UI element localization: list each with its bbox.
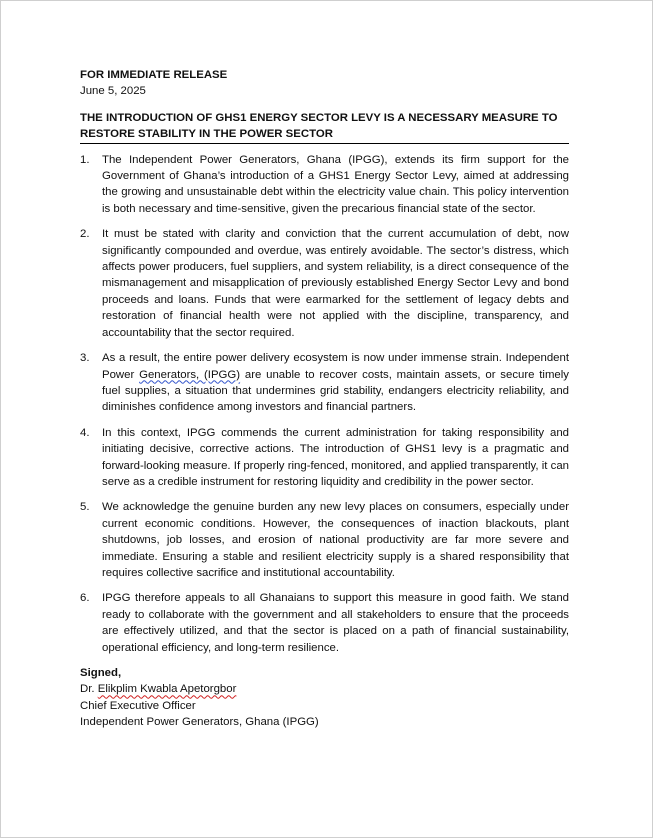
release-label: FOR IMMEDIATE RELEASE	[80, 69, 228, 81]
list-item-text: The Independent Power Generators, Ghana (IPGG), extends its firm support for the Government of Ghana’s introduction of a GHS1 Energy Sector Levy, aimed at addressing the growing and unsustainable debt within the electricity value chain. This policy intervention is both necessary and time-sensitive, given the precarious financial state of the sector.	[102, 153, 569, 215]
list-item-text: We acknowledge the genuine burden any new levy places on consumers, especially under current economic conditions. However, the consequences of inaction blackouts, plant shutdowns, job losses, and erosion of national productivity are far more severe and immediate. Ensuring a stable and resilient electricity supply is a shared responsibility that requires collective sacrifice and institutional accountability.	[102, 501, 569, 579]
spelling-flagged-name[interactable]: Elikplim Kwabla Apetorgbor	[97, 683, 237, 696]
numbered-points-list	[80, 152, 569, 656]
list-item-text: It must be stated with clarity and conviction that the current accumulation of debt, now significantly compounded and overdue, was entirely avoidable. The sector’s distress, which affects power producers, fuel suppliers, and system reliability, is a direct consequence of the mismanagement and misapplication of previously established Energy Sector Levy and bond proceeds and loans. Funds that were earmarked for the settlement of legacy debts and restoration of financial health were not applied with the discipline, transparency, and accountability that the sector required.	[102, 228, 569, 339]
press-release-headline: THE INTRODUCTION OF GHS1 ENERGY SECTOR LEVY IS A NECESSARY MEASURE TO RESTORE STABILITY IN THE POWER SECTOR	[80, 110, 569, 144]
list-item-text-end: are unable to recover costs, maintain assets, or secure timely fuel supplies, a situation that undermines grid stability, endangers electricity reliability, and diminishes confidence among investors and financial partners.	[102, 368, 569, 414]
list-item	[80, 350, 569, 416]
list-item	[80, 425, 569, 491]
release-date: June 5, 2025	[80, 85, 146, 98]
signed-label: Signed,	[80, 667, 122, 679]
list-item-text	[102, 352, 569, 413]
signatory-organization: Independent Power Generators, Ghana (IPGG)	[80, 716, 319, 729]
list-item-number: 3.	[80, 352, 90, 365]
list-item-text: IPGG therefore appeals to all Ghanaians to support this measure in good faith. We stand ready to collaborate with the government and all stakeholders to ensure that the proceeds are effectively utilized, and that the sector is placed on a path of financial sustainability, operational efficiency, and long-term resilience.	[102, 592, 569, 654]
grammar-flagged-text[interactable]: Generators, (IPGG)	[139, 368, 241, 381]
signatory-title-prefix: Dr.	[80, 683, 98, 696]
document-body	[80, 67, 569, 731]
list-item	[80, 499, 569, 581]
list-item-text-start: As a result, the entire power delivery ecosystem is now under immense strain. Independent Power	[102, 352, 569, 381]
signatory-position: Chief Executive Officer	[80, 699, 196, 712]
list-item-number: 2.	[80, 228, 90, 241]
list-item	[80, 226, 569, 341]
list-item-number: 6.	[80, 592, 90, 605]
list-item-number: 4.	[80, 426, 90, 439]
list-item-number: 1.	[80, 153, 90, 166]
list-item-number: 5.	[80, 501, 90, 514]
list-item-text: In this context, IPGG commends the current administration for taking responsibility and initiating decisive, corrective actions. The introduction of GHS1 levy is a pragmatic and forward-looking measure. If properly ring-fenced, monitored, and applied transparently, it can serve as a credible instrument for restoring liquidity and credibility in the power sector.	[102, 426, 569, 488]
list-item	[80, 590, 569, 656]
signatory-name	[80, 681, 569, 697]
list-item	[80, 152, 569, 218]
